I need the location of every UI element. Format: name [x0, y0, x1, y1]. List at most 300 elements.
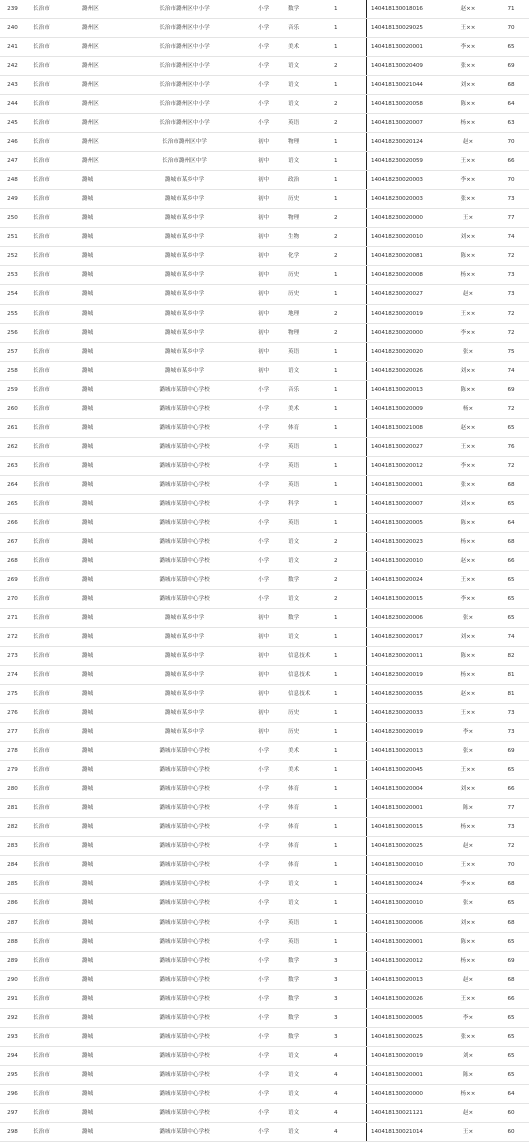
county-cell: 潞城: [76, 228, 115, 247]
city-cell: 长治市: [25, 932, 76, 951]
subject-cell: 历史: [286, 723, 330, 742]
city-cell: 长治市: [25, 1008, 76, 1027]
subject-cell: 历史: [286, 704, 330, 723]
city-cell: 长治市: [25, 894, 76, 913]
count-cell: 1: [330, 76, 367, 95]
subject-cell: 数学: [286, 570, 330, 589]
city-cell: 长治市: [25, 970, 76, 989]
county-cell: 潞城: [76, 1103, 115, 1122]
ticket-number-cell: 140418130021044: [367, 76, 444, 95]
county-cell: 潞城: [76, 513, 115, 532]
subject-cell: 语文: [286, 875, 330, 894]
ticket-number-cell: 140418130020001: [367, 1065, 444, 1084]
school-cell: 潞城市某镇中心学校: [115, 1122, 254, 1141]
row-number-cell: 259: [0, 380, 25, 399]
level-cell: 小学: [254, 380, 286, 399]
table-row: [0, 418, 529, 437]
count-cell: 1: [330, 913, 367, 932]
name-cell: 赵×: [443, 133, 493, 152]
ticket-number-cell: 140418230020035: [367, 685, 444, 704]
count-cell: 2: [330, 532, 367, 551]
ticket-number-cell: 140418230020011: [367, 647, 444, 666]
city-cell: 长治市: [25, 1084, 76, 1103]
city-cell: 长治市: [25, 742, 76, 761]
city-cell: 长治市: [25, 704, 76, 723]
name-cell: 赵××: [443, 0, 493, 19]
city-cell: 长治市: [25, 19, 76, 38]
county-cell: 潞城: [76, 818, 115, 837]
count-cell: 1: [330, 152, 367, 171]
count-cell: 1: [330, 494, 367, 513]
table-row: [0, 323, 529, 342]
score-cell: 73: [493, 723, 529, 742]
name-cell: 赵××: [443, 418, 493, 437]
subject-cell: 英语: [286, 513, 330, 532]
table-row: [0, 894, 529, 913]
ticket-number-cell: 140418230020033: [367, 704, 444, 723]
city-cell: 长治市: [25, 837, 76, 856]
city-cell: 长治市: [25, 133, 76, 152]
table-row: [0, 932, 529, 951]
level-cell: 小学: [254, 913, 286, 932]
city-cell: 长治市: [25, 551, 76, 570]
score-cell: 70: [493, 171, 529, 190]
level-cell: 初中: [254, 266, 286, 285]
county-cell: 潞城: [76, 799, 115, 818]
table-row: [0, 532, 529, 551]
subject-cell: 化学: [286, 247, 330, 266]
ticket-number-cell: 140418230020006: [367, 609, 444, 628]
name-cell: 刘××: [443, 76, 493, 95]
county-cell: 潞州区: [76, 0, 115, 19]
level-cell: 初中: [254, 323, 286, 342]
level-cell: 小学: [254, 970, 286, 989]
county-cell: 潞城: [76, 342, 115, 361]
name-cell: 杨××: [443, 818, 493, 837]
subject-cell: 语文: [286, 532, 330, 551]
city-cell: 长治市: [25, 152, 76, 171]
school-cell: 潞城市某镇中心学校: [115, 589, 254, 608]
city-cell: 长治市: [25, 780, 76, 799]
subject-cell: 音乐: [286, 380, 330, 399]
county-cell: 潞城: [76, 171, 115, 190]
name-cell: 张×: [443, 894, 493, 913]
city-cell: 长治市: [25, 609, 76, 628]
ticket-number-cell: 140418130021014: [367, 1122, 444, 1141]
ticket-number-cell: 140418230020081: [367, 247, 444, 266]
city-cell: 长治市: [25, 38, 76, 57]
city-cell: 长治市: [25, 1065, 76, 1084]
count-cell: 4: [330, 1103, 367, 1122]
name-cell: 张××: [443, 190, 493, 209]
count-cell: 1: [330, 837, 367, 856]
count-cell: 4: [330, 1084, 367, 1103]
row-number-cell: 241: [0, 38, 25, 57]
name-cell: 陈××: [443, 380, 493, 399]
city-cell: 长治市: [25, 532, 76, 551]
city-cell: 长治市: [25, 628, 76, 647]
ticket-number-cell: 140418130020025: [367, 837, 444, 856]
ticket-number-cell: 140418130020024: [367, 875, 444, 894]
ticket-number-cell: 140418130020001: [367, 475, 444, 494]
score-cell: 65: [493, 1008, 529, 1027]
row-number-cell: 275: [0, 685, 25, 704]
school-cell: 潞城市某乡中学: [115, 361, 254, 380]
score-cell: 71: [493, 0, 529, 19]
school-cell: 潞城市某镇中心学校: [115, 437, 254, 456]
table-row: [0, 913, 529, 932]
ticket-number-cell: 140418130020001: [367, 799, 444, 818]
city-cell: 长治市: [25, 761, 76, 780]
score-cell: 65: [493, 761, 529, 780]
county-cell: 潞城: [76, 989, 115, 1008]
school-cell: 长治市潞州区中小学: [115, 0, 254, 19]
subject-cell: 物理: [286, 133, 330, 152]
table-row: [0, 38, 529, 57]
table-row: [0, 437, 529, 456]
city-cell: 长治市: [25, 856, 76, 875]
row-number-cell: 239: [0, 0, 25, 19]
count-cell: 1: [330, 818, 367, 837]
name-cell: 王××: [443, 989, 493, 1008]
city-cell: 长治市: [25, 494, 76, 513]
ticket-number-cell: 140418130020000: [367, 1084, 444, 1103]
city-cell: 长治市: [25, 418, 76, 437]
subject-cell: 科学: [286, 494, 330, 513]
score-cell: 63: [493, 114, 529, 133]
school-cell: 潞城市某镇中心学校: [115, 1103, 254, 1122]
table-row: [0, 837, 529, 856]
table-row: [0, 171, 529, 190]
county-cell: 潞城: [76, 323, 115, 342]
row-number-cell: 291: [0, 989, 25, 1008]
table-row: [0, 247, 529, 266]
table-row: [0, 114, 529, 133]
subject-cell: 美术: [286, 742, 330, 761]
school-cell: 潞城市某乡中学: [115, 647, 254, 666]
subject-cell: 英语: [286, 932, 330, 951]
city-cell: 长治市: [25, 437, 76, 456]
count-cell: 4: [330, 1122, 367, 1141]
count-cell: 2: [330, 95, 367, 114]
level-cell: 小学: [254, 532, 286, 551]
subject-cell: 体育: [286, 418, 330, 437]
ticket-number-cell: 140418130020010: [367, 551, 444, 570]
count-cell: 1: [330, 685, 367, 704]
subject-cell: 语文: [286, 57, 330, 76]
ticket-number-cell: 140418130020023: [367, 532, 444, 551]
subject-cell: 语文: [286, 152, 330, 171]
level-cell: 小学: [254, 1065, 286, 1084]
row-number-cell: 266: [0, 513, 25, 532]
table-row: [0, 570, 529, 589]
row-number-cell: 278: [0, 742, 25, 761]
count-cell: 1: [330, 437, 367, 456]
name-cell: 王×: [443, 209, 493, 228]
count-cell: 1: [330, 628, 367, 647]
county-cell: 潞城: [76, 647, 115, 666]
count-cell: 3: [330, 970, 367, 989]
score-cell: 81: [493, 666, 529, 685]
score-cell: 73: [493, 266, 529, 285]
row-number-cell: 261: [0, 418, 25, 437]
score-cell: 69: [493, 951, 529, 970]
county-cell: 潞城: [76, 780, 115, 799]
city-cell: 长治市: [25, 475, 76, 494]
school-cell: 潞城市某乡中学: [115, 190, 254, 209]
score-cell: 69: [493, 380, 529, 399]
ticket-number-cell: 140418230020003: [367, 171, 444, 190]
school-cell: 潞城市某镇中心学校: [115, 951, 254, 970]
count-cell: 1: [330, 342, 367, 361]
score-cell: 68: [493, 532, 529, 551]
score-cell: 68: [493, 475, 529, 494]
level-cell: 初中: [254, 342, 286, 361]
row-number-cell: 254: [0, 285, 25, 304]
ticket-number-cell: 140418230020059: [367, 152, 444, 171]
count-cell: 1: [330, 704, 367, 723]
city-cell: 长治市: [25, 95, 76, 114]
ticket-number-cell: 140418130020026: [367, 989, 444, 1008]
score-cell: 60: [493, 1103, 529, 1122]
count-cell: 1: [330, 19, 367, 38]
level-cell: 小学: [254, 1027, 286, 1046]
score-cell: 65: [493, 1065, 529, 1084]
name-cell: 陈××: [443, 247, 493, 266]
county-cell: 潞州区: [76, 114, 115, 133]
ticket-number-cell: 140418130020012: [367, 456, 444, 475]
table-row: [0, 266, 529, 285]
county-cell: 潞州区: [76, 133, 115, 152]
score-cell: 65: [493, 570, 529, 589]
table-row: [0, 875, 529, 894]
row-number-cell: 295: [0, 1065, 25, 1084]
subject-cell: 语文: [286, 361, 330, 380]
city-cell: 长治市: [25, 647, 76, 666]
ticket-number-cell: 140418130029025: [367, 19, 444, 38]
ticket-number-cell: 140418130021008: [367, 418, 444, 437]
count-cell: 2: [330, 551, 367, 570]
table-row: [0, 190, 529, 209]
count-cell: 1: [330, 742, 367, 761]
ticket-number-cell: 140418130018016: [367, 0, 444, 19]
row-number-cell: 251: [0, 228, 25, 247]
name-cell: 王×: [443, 1122, 493, 1141]
county-cell: 潞城: [76, 875, 115, 894]
name-cell: 杨××: [443, 532, 493, 551]
name-cell: 李×: [443, 723, 493, 742]
name-cell: 李×: [443, 1008, 493, 1027]
score-cell: 82: [493, 647, 529, 666]
county-cell: 潞城: [76, 837, 115, 856]
table-row: [0, 1046, 529, 1065]
ticket-number-cell: 140418130020001: [367, 38, 444, 57]
ticket-number-cell: 140418230020008: [367, 266, 444, 285]
city-cell: 长治市: [25, 0, 76, 19]
row-number-cell: 240: [0, 19, 25, 38]
ticket-number-cell: 140418230020003: [367, 190, 444, 209]
name-cell: 王××: [443, 304, 493, 323]
school-cell: 潞城市某乡中学: [115, 247, 254, 266]
school-cell: 潞城市某镇中心学校: [115, 742, 254, 761]
table-row: [0, 723, 529, 742]
score-cell: 60: [493, 1122, 529, 1141]
ticket-number-cell: 140418130020013: [367, 380, 444, 399]
table-row: [0, 152, 529, 171]
school-cell: 潞城市某镇中心学校: [115, 456, 254, 475]
score-cell: 72: [493, 456, 529, 475]
score-cell: 73: [493, 818, 529, 837]
city-cell: 长治市: [25, 228, 76, 247]
subject-cell: 数学: [286, 0, 330, 19]
county-cell: 潞城: [76, 589, 115, 608]
ticket-number-cell: 140418230020019: [367, 723, 444, 742]
score-cell: 77: [493, 799, 529, 818]
subject-cell: 数学: [286, 609, 330, 628]
subject-cell: 数学: [286, 951, 330, 970]
subject-cell: 体育: [286, 780, 330, 799]
school-cell: 潞城市某镇中心学校: [115, 418, 254, 437]
count-cell: 1: [330, 799, 367, 818]
level-cell: 小学: [254, 856, 286, 875]
subject-cell: 体育: [286, 818, 330, 837]
score-cell: 65: [493, 609, 529, 628]
level-cell: 小学: [254, 456, 286, 475]
city-cell: 长治市: [25, 171, 76, 190]
subject-cell: 历史: [286, 266, 330, 285]
school-cell: 潞城市某镇中心学校: [115, 856, 254, 875]
level-cell: 小学: [254, 475, 286, 494]
ticket-number-cell: 140418130020027: [367, 437, 444, 456]
school-cell: 潞城市某乡中学: [115, 704, 254, 723]
name-cell: 刘××: [443, 228, 493, 247]
score-cell: 65: [493, 494, 529, 513]
county-cell: 潞城: [76, 609, 115, 628]
county-cell: 潞城: [76, 913, 115, 932]
count-cell: 1: [330, 475, 367, 494]
county-cell: 潞城: [76, 456, 115, 475]
subject-cell: 英语: [286, 475, 330, 494]
row-number-cell: 242: [0, 57, 25, 76]
count-cell: 3: [330, 1027, 367, 1046]
county-cell: 潞州区: [76, 38, 115, 57]
county-cell: 潞城: [76, 494, 115, 513]
name-cell: 张×: [443, 342, 493, 361]
subject-cell: 体育: [286, 837, 330, 856]
row-number-cell: 245: [0, 114, 25, 133]
city-cell: 长治市: [25, 723, 76, 742]
city-cell: 长治市: [25, 456, 76, 475]
county-cell: 潞城: [76, 304, 115, 323]
county-cell: 潞城: [76, 399, 115, 418]
school-cell: 潞城市某镇中心学校: [115, 551, 254, 570]
school-cell: 潞城市某镇中心学校: [115, 894, 254, 913]
subject-cell: 数学: [286, 970, 330, 989]
city-cell: 长治市: [25, 209, 76, 228]
table-row: [0, 704, 529, 723]
row-number-cell: 281: [0, 799, 25, 818]
subject-cell: 信息技术: [286, 666, 330, 685]
count-cell: 1: [330, 894, 367, 913]
school-cell: 潞城市某镇中心学校: [115, 399, 254, 418]
level-cell: 小学: [254, 837, 286, 856]
name-cell: 赵××: [443, 551, 493, 570]
row-number-cell: 250: [0, 209, 25, 228]
school-cell: 潞城市某镇中心学校: [115, 780, 254, 799]
school-cell: 潞城市某镇中心学校: [115, 913, 254, 932]
level-cell: 小学: [254, 114, 286, 133]
subject-cell: 语文: [286, 1084, 330, 1103]
school-cell: 潞城市某镇中心学校: [115, 570, 254, 589]
name-cell: 刘×: [443, 1046, 493, 1065]
row-number-cell: 260: [0, 399, 25, 418]
level-cell: 初中: [254, 304, 286, 323]
county-cell: 潞城: [76, 856, 115, 875]
name-cell: 李××: [443, 589, 493, 608]
count-cell: 4: [330, 1046, 367, 1065]
subject-cell: 数学: [286, 989, 330, 1008]
subject-cell: 英语: [286, 437, 330, 456]
table-row: [0, 456, 529, 475]
table-row: [0, 609, 529, 628]
row-number-cell: 284: [0, 856, 25, 875]
level-cell: 小学: [254, 799, 286, 818]
table-row: [0, 342, 529, 361]
city-cell: 长治市: [25, 1027, 76, 1046]
name-cell: 张×: [443, 742, 493, 761]
score-cell: 66: [493, 551, 529, 570]
city-cell: 长治市: [25, 513, 76, 532]
count-cell: 1: [330, 609, 367, 628]
ticket-number-cell: 140418130020015: [367, 818, 444, 837]
row-number-cell: 253: [0, 266, 25, 285]
score-cell: 73: [493, 704, 529, 723]
score-cell: 68: [493, 913, 529, 932]
county-cell: 潞城: [76, 1122, 115, 1141]
ticket-number-cell: 140418130020005: [367, 1008, 444, 1027]
row-number-cell: 286: [0, 894, 25, 913]
name-cell: 王××: [443, 19, 493, 38]
score-cell: 75: [493, 342, 529, 361]
score-cell: 64: [493, 1084, 529, 1103]
ticket-number-cell: 140418130020025: [367, 1027, 444, 1046]
level-cell: 小学: [254, 437, 286, 456]
count-cell: 1: [330, 399, 367, 418]
county-cell: 潞城: [76, 475, 115, 494]
county-cell: 潞城: [76, 685, 115, 704]
count-cell: 1: [330, 723, 367, 742]
score-cell: 64: [493, 513, 529, 532]
table-row: [0, 551, 529, 570]
school-cell: 潞城市某乡中学: [115, 685, 254, 704]
table-row: [0, 780, 529, 799]
ticket-number-cell: 140418230020019: [367, 666, 444, 685]
name-cell: 张××: [443, 475, 493, 494]
school-cell: 潞城市某乡中学: [115, 285, 254, 304]
score-cell: 68: [493, 970, 529, 989]
school-cell: 潞城市某镇中心学校: [115, 494, 254, 513]
level-cell: 小学: [254, 932, 286, 951]
level-cell: 小学: [254, 589, 286, 608]
city-cell: 长治市: [25, 323, 76, 342]
count-cell: 1: [330, 0, 367, 19]
level-cell: 小学: [254, 76, 286, 95]
table-row: [0, 1103, 529, 1122]
ticket-number-cell: 140418130020007: [367, 114, 444, 133]
county-cell: 潞城: [76, 951, 115, 970]
county-cell: 潞城: [76, 970, 115, 989]
level-cell: 小学: [254, 0, 286, 19]
